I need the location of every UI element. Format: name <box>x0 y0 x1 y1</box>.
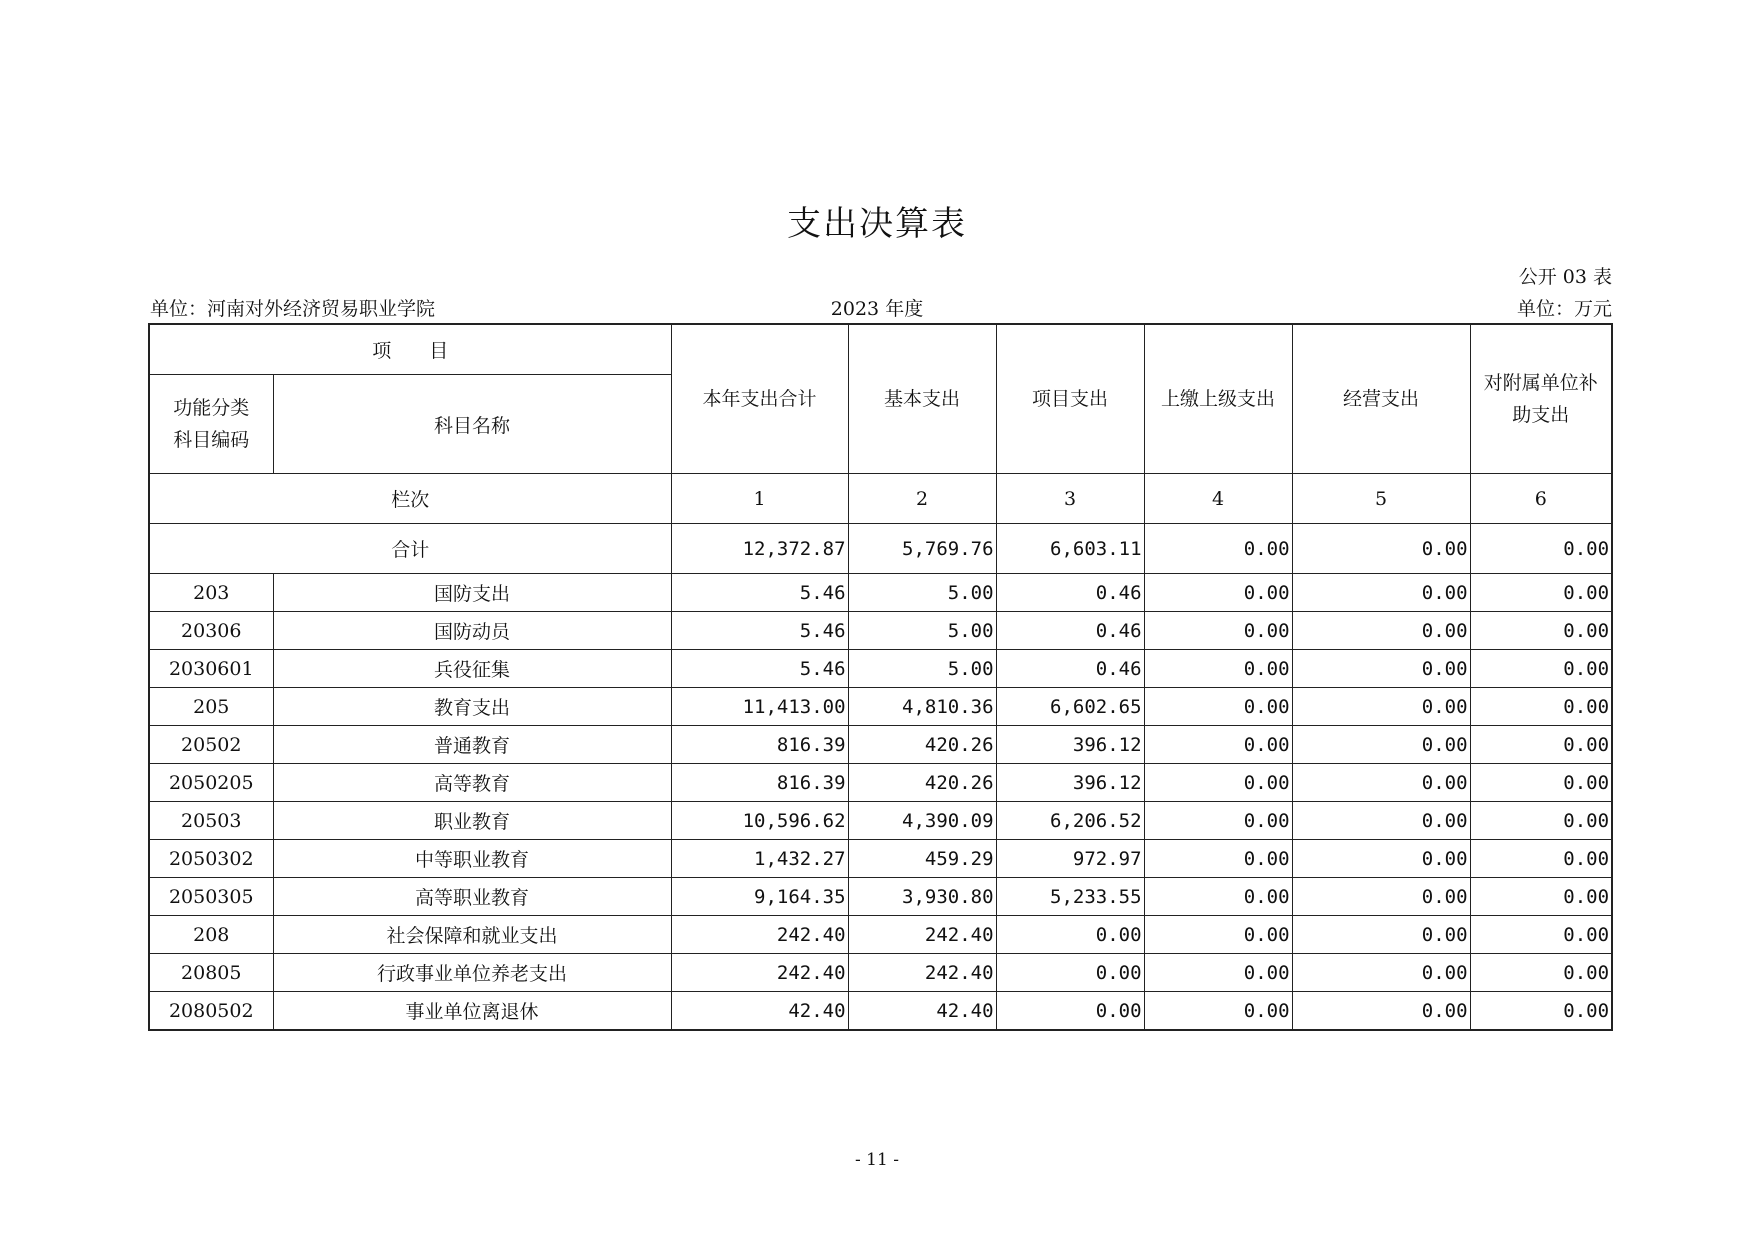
amount-cell: 420.26 <box>848 764 996 802</box>
amount-cell: 0.00 <box>1144 916 1292 954</box>
subject-code: 2050302 <box>149 840 273 878</box>
amount-cell: 0.00 <box>1144 802 1292 840</box>
amount-cell: 0.00 <box>1144 612 1292 650</box>
table-row <box>149 650 1612 688</box>
header-col-operating: 经营支出 <box>1292 324 1470 474</box>
amount-cell: 0.00 <box>1470 840 1612 878</box>
subject-name: 高等教育 <box>273 764 671 802</box>
amount-cell: 242.40 <box>671 954 848 992</box>
amount-cell: 459.29 <box>848 840 996 878</box>
amount-cell: 242.40 <box>848 916 996 954</box>
subject-name: 国防支出 <box>273 574 671 612</box>
subject-name: 社会保障和就业支出 <box>273 916 671 954</box>
amount-cell: 0.00 <box>1292 802 1470 840</box>
amount-cell: 5.00 <box>848 612 996 650</box>
subject-name: 事业单位离退休 <box>273 992 671 1031</box>
table-row <box>149 764 1612 802</box>
amount-cell: 0.00 <box>1144 650 1292 688</box>
subject-name: 中等职业教育 <box>273 840 671 878</box>
amount-cell: 0.00 <box>1292 574 1470 612</box>
amount-cell: 0.00 <box>1470 726 1612 764</box>
amount-cell: 0.00 <box>1292 954 1470 992</box>
total-row <box>149 524 1612 574</box>
total-value: 6,603.11 <box>996 524 1144 574</box>
amount-cell: 0.00 <box>1470 764 1612 802</box>
header-col-remit-upper: 上缴上级支出 <box>1144 324 1292 474</box>
amount-cell: 0.00 <box>1470 992 1612 1031</box>
subject-name: 国防动员 <box>273 612 671 650</box>
amount-cell: 0.00 <box>1144 574 1292 612</box>
subject-code: 20502 <box>149 726 273 764</box>
amount-cell: 11,413.00 <box>671 688 848 726</box>
amount-cell: 0.00 <box>1144 688 1292 726</box>
amount-cell: 5,233.55 <box>996 878 1144 916</box>
subject-name: 教育支出 <box>273 688 671 726</box>
amount-cell: 0.46 <box>996 574 1144 612</box>
amount-cell: 5.46 <box>671 574 848 612</box>
amount-cell: 0.00 <box>1292 726 1470 764</box>
table-row <box>149 916 1612 954</box>
amount-cell: 0.00 <box>1470 612 1612 650</box>
amount-cell: 0.00 <box>1144 878 1292 916</box>
amount-cell: 396.12 <box>996 726 1144 764</box>
amount-cell: 242.40 <box>848 954 996 992</box>
subject-code: 20306 <box>149 612 273 650</box>
subject-code: 2050305 <box>149 878 273 916</box>
page-number: - 11 - <box>855 1150 899 1170</box>
amount-cell: 0.00 <box>1470 650 1612 688</box>
table-row <box>149 802 1612 840</box>
amount-cell: 9,164.35 <box>671 878 848 916</box>
amount-cell: 42.40 <box>671 992 848 1031</box>
column-index-number: 1 <box>671 474 848 524</box>
column-index-number: 3 <box>996 474 1144 524</box>
currency-unit: 单位：万元 <box>1516 298 1612 320</box>
amount-cell: 5.46 <box>671 612 848 650</box>
amount-cell: 0.00 <box>996 954 1144 992</box>
amount-cell: 0.00 <box>1470 574 1612 612</box>
amount-cell: 396.12 <box>996 764 1144 802</box>
form-number: 公开 03 表 <box>1518 266 1612 288</box>
amount-cell: 0.00 <box>996 916 1144 954</box>
table-row <box>149 612 1612 650</box>
subject-code: 2080502 <box>149 992 273 1031</box>
amount-cell: 242.40 <box>671 916 848 954</box>
subject-name: 普通教育 <box>273 726 671 764</box>
amount-cell: 0.00 <box>1292 764 1470 802</box>
amount-cell: 5.46 <box>671 650 848 688</box>
amount-cell: 0.00 <box>1144 726 1292 764</box>
amount-cell: 816.39 <box>671 764 848 802</box>
table-row <box>149 574 1612 612</box>
amount-cell: 4,810.36 <box>848 688 996 726</box>
amount-cell: 0.00 <box>1144 764 1292 802</box>
amount-cell: 0.00 <box>1470 802 1612 840</box>
total-value: 12,372.87 <box>671 524 848 574</box>
header-item-group: 项 目 <box>149 324 671 375</box>
column-index-number: 4 <box>1144 474 1292 524</box>
column-index-number: 6 <box>1470 474 1612 524</box>
amount-cell: 0.00 <box>1292 992 1470 1031</box>
header-col-total: 本年支出合计 <box>671 324 848 474</box>
amount-cell: 0.00 <box>1292 916 1470 954</box>
header-name-col: 科目名称 <box>273 375 671 474</box>
amount-cell: 0.00 <box>1292 612 1470 650</box>
total-value: 0.00 <box>1292 524 1470 574</box>
amount-cell: 0.00 <box>1470 878 1612 916</box>
total-value: 0.00 <box>1144 524 1292 574</box>
subject-code: 2030601 <box>149 650 273 688</box>
header-col-subsidy: 对附属单位补 助支出 <box>1470 324 1612 474</box>
amount-cell: 1,432.27 <box>671 840 848 878</box>
amount-cell: 0.00 <box>1292 840 1470 878</box>
amount-cell: 0.00 <box>1470 916 1612 954</box>
table-row <box>149 726 1612 764</box>
total-value: 0.00 <box>1470 524 1612 574</box>
header-col-project: 项目支出 <box>996 324 1144 474</box>
subject-code: 20805 <box>149 954 273 992</box>
subject-code: 203 <box>149 574 273 612</box>
subject-code: 205 <box>149 688 273 726</box>
amount-cell: 972.97 <box>996 840 1144 878</box>
amount-cell: 3,930.80 <box>848 878 996 916</box>
table-row <box>149 878 1612 916</box>
reporting-unit: 单位：河南对外经济贸易职业学院 <box>150 298 436 320</box>
amount-cell: 0.00 <box>1470 954 1612 992</box>
amount-cell: 4,390.09 <box>848 802 996 840</box>
amount-cell: 6,206.52 <box>996 802 1144 840</box>
amount-cell: 5.00 <box>848 650 996 688</box>
fiscal-year: 2023 年度 <box>830 298 924 320</box>
subject-name: 高等职业教育 <box>273 878 671 916</box>
expenditure-table <box>148 323 1613 1031</box>
amount-cell: 0.00 <box>1144 954 1292 992</box>
amount-cell: 0.00 <box>1144 992 1292 1031</box>
amount-cell: 816.39 <box>671 726 848 764</box>
subject-name: 兵役征集 <box>273 650 671 688</box>
column-index-number: 2 <box>848 474 996 524</box>
subject-name: 行政事业单位养老支出 <box>273 954 671 992</box>
page-title: 支出决算表 <box>787 204 967 244</box>
amount-cell: 0.00 <box>1144 840 1292 878</box>
table-row <box>149 954 1612 992</box>
subject-code: 208 <box>149 916 273 954</box>
subject-code: 2050205 <box>149 764 273 802</box>
table-row <box>149 840 1612 878</box>
amount-cell: 42.40 <box>848 992 996 1031</box>
amount-cell: 0.46 <box>996 650 1144 688</box>
table-row <box>149 992 1612 1031</box>
subject-name: 职业教育 <box>273 802 671 840</box>
amount-cell: 420.26 <box>848 726 996 764</box>
amount-cell: 0.00 <box>1470 688 1612 726</box>
total-value: 5,769.76 <box>848 524 996 574</box>
header-code-col: 功能分类 科目编码 <box>149 375 273 474</box>
amount-cell: 0.00 <box>1292 688 1470 726</box>
amount-cell: 10,596.62 <box>671 802 848 840</box>
table-row <box>149 688 1612 726</box>
amount-cell: 0.00 <box>1292 878 1470 916</box>
amount-cell: 6,602.65 <box>996 688 1144 726</box>
total-label: 合计 <box>149 524 671 574</box>
header-col-basic: 基本支出 <box>848 324 996 474</box>
subject-code: 20503 <box>149 802 273 840</box>
amount-cell: 5.00 <box>848 574 996 612</box>
amount-cell: 0.46 <box>996 612 1144 650</box>
column-index-number: 5 <box>1292 474 1470 524</box>
amount-cell: 0.00 <box>1292 650 1470 688</box>
amount-cell: 0.00 <box>996 992 1144 1031</box>
column-index-label: 栏次 <box>149 474 671 524</box>
